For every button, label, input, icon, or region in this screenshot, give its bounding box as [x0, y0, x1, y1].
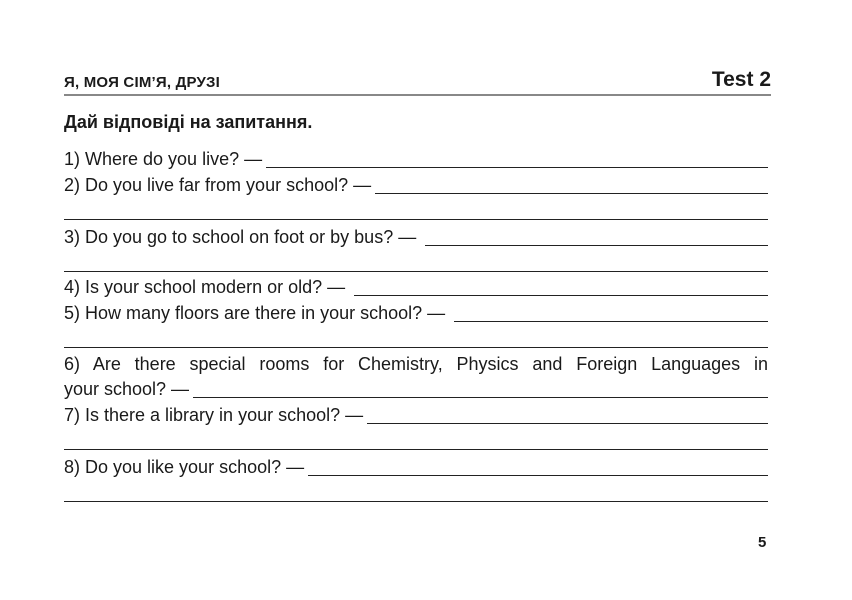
answer-blank[interactable] [354, 277, 768, 296]
answer-blank[interactable] [375, 175, 768, 194]
question-8 [64, 454, 768, 478]
question-text: your school? — [64, 379, 190, 399]
question-text: 1) Where do you live? — [64, 149, 263, 169]
answer-blank[interactable] [266, 149, 768, 168]
answer-blank[interactable] [367, 405, 768, 424]
chapter-title: Я, МОЯ СІМ’Я, ДРУЗІ [64, 74, 220, 91]
answer-line [64, 480, 768, 504]
answer-line [64, 326, 768, 350]
question-text: 8) Do you like your school? — [64, 457, 305, 477]
question-text: 2) Do you live far from your school? — [64, 175, 372, 195]
question-7 [64, 402, 768, 426]
answer-line [64, 198, 768, 222]
answer-blank[interactable] [454, 303, 768, 322]
answer-blank[interactable] [64, 483, 768, 502]
answer-line [64, 250, 768, 274]
answer-blank[interactable] [64, 201, 768, 220]
question-text: 6) Are there special rooms for Chemistry, Physics and Foreign Languages in [64, 354, 768, 374]
question-text: 7) Is there a library in your school? — [64, 405, 364, 425]
question-5 [64, 300, 768, 324]
question-6-continued [64, 376, 768, 400]
answer-line [64, 428, 768, 452]
question-4 [64, 274, 768, 298]
question-2 [64, 172, 768, 196]
question-text: 4) Is your school modern or old? — [64, 277, 346, 297]
answer-blank[interactable] [64, 431, 768, 450]
answer-blank[interactable] [308, 457, 768, 476]
answer-blank[interactable] [425, 227, 768, 246]
answer-blank[interactable] [64, 329, 768, 348]
header-divider [64, 94, 771, 96]
answer-blank[interactable] [193, 379, 768, 398]
test-label: Test 2 [711, 68, 771, 91]
page-header [64, 68, 771, 94]
question-3 [64, 224, 768, 248]
question-text: 3) Do you go to school on foot or by bus? — [64, 227, 417, 247]
question-6 [64, 351, 768, 375]
instruction-heading: Дай відповіді на запитання. [64, 112, 313, 132]
page-number: 5 [758, 534, 767, 551]
question-1 [64, 146, 768, 170]
question-text: 5) How many floors are there in your school? — [64, 303, 446, 323]
answer-blank[interactable] [64, 253, 768, 272]
